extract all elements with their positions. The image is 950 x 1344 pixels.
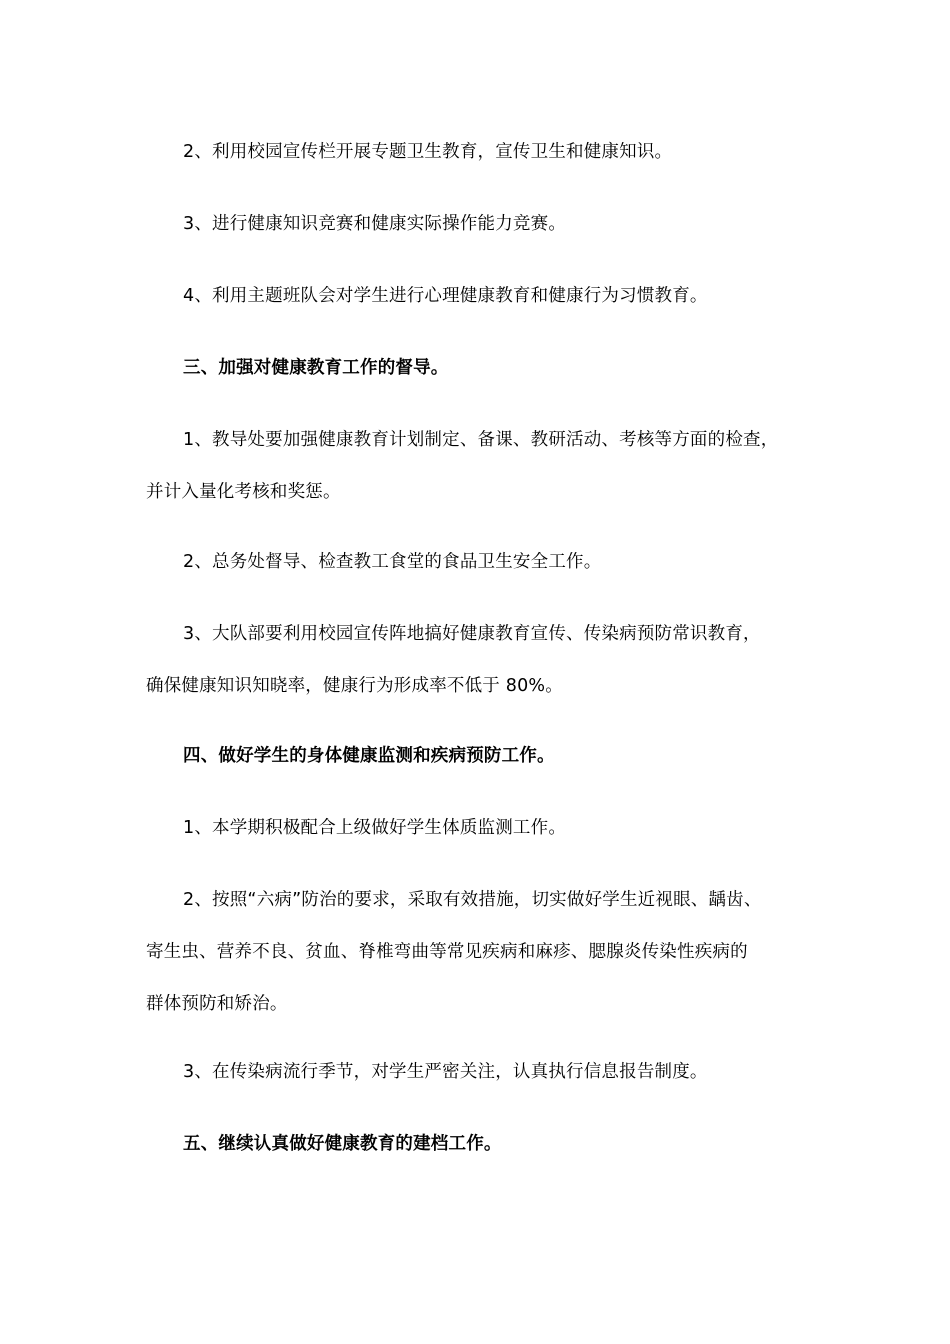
heading-line: 四、做好学生的身体健康监测和疾病预防工作。 (183, 746, 555, 766)
paragraph-line: 1、本学期积极配合上级做好学生体质监测工作。 (183, 818, 567, 838)
section-heading (146, 356, 826, 408)
paragraph-line: 并计入量化考核和奖惩。 (146, 482, 341, 502)
paragraph-line: 3、进行健康知识竞赛和健康实际操作能力竞赛。 (183, 214, 567, 234)
paragraph-item (146, 212, 826, 264)
paragraph-line: 确保健康知识知晓率，健康行为形成率不低于 80%。 (146, 676, 563, 696)
section-heading (146, 744, 826, 796)
section-heading (146, 1132, 826, 1184)
paragraph-item (146, 284, 826, 336)
paragraph-line: 3、大队部要利用校园宣传阵地搞好健康教育宣传、传染病预防常识教育， (183, 624, 761, 644)
heading-line: 三、加强对健康教育工作的督导。 (183, 358, 449, 378)
heading-line: 五、继续认真做好健康教育的建档工作。 (183, 1134, 502, 1154)
paragraph-line: 寄生虫、营养不良、贫血、脊椎弯曲等常见疾病和麻疹、腮腺炎传染性疾病的 (146, 942, 748, 962)
paragraph-item (146, 888, 826, 1044)
paragraph-item (146, 816, 826, 868)
paragraph-item (146, 140, 826, 192)
paragraph-item (146, 622, 826, 726)
paragraph-line: 3、在传染病流行季节，对学生严密关注，认真执行信息报告制度。 (183, 1062, 708, 1082)
paragraph-item (146, 550, 826, 602)
paragraph-line: 群体预防和矫治。 (146, 994, 288, 1014)
paragraph-line: 1、教导处要加强健康教育计划制定、备课、教研活动、考核等方面的检查， (183, 430, 779, 450)
paragraph-item (146, 428, 826, 532)
paragraph-line: 2、按照“六病”防治的要求，采取有效措施，切实做好学生近视眼、龋齿、 (183, 890, 762, 910)
paragraph-item (146, 1060, 826, 1112)
paragraph-line: 2、总务处督导、检查教工食堂的食品卫生安全工作。 (183, 552, 602, 572)
paragraph-line: 4、利用主题班队会对学生进行心理健康教育和健康行为习惯教育。 (183, 286, 708, 306)
paragraph-line: 2、利用校园宣传栏开展专题卫生教育，宣传卫生和健康知识。 (183, 142, 673, 162)
